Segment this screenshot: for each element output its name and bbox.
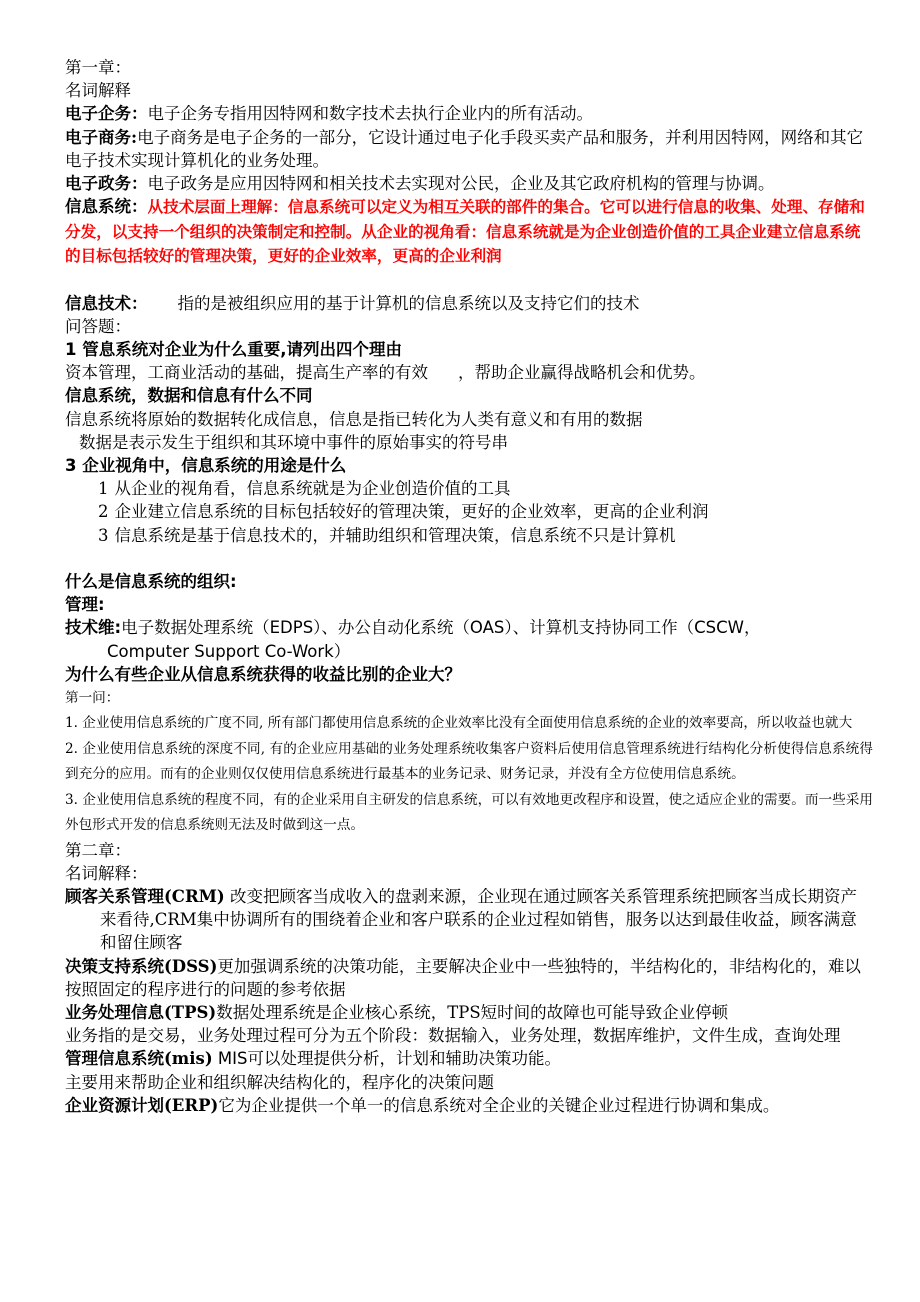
question-2-answer-line-2-text: 数据是表示发生于组织和其环境中事件的原始事实的符号串 xyxy=(79,432,508,452)
term-tps-definition: 数据处理系统是企业核心系统，TPS短时间的故障也可能导致企业停顿 xyxy=(216,1002,729,1022)
term-tps-extra-text: 业务指的是交易，业务处理过程可分为五个阶段：数据输入，业务处理，数据库维护，文件生成，查询处理 xyxy=(65,1026,841,1046)
term-information-technology xyxy=(65,292,873,315)
benefit-point-1: 1. 企业使用信息系统的广度不同, 所有部门都使用信息系统的企业效率比没有全面使用信息系统的企业的效率要高，所以收益也就大 xyxy=(65,715,853,732)
chapter2-terms-label: 名词解释： xyxy=(65,863,148,883)
term-ebusiness-label: 电子企务： xyxy=(65,104,148,124)
term-erp xyxy=(65,1094,873,1117)
question-3-item-3-text: 信息系统是基于信息技术的，并辅助组织和管理决策，信息系统不只是计算机 xyxy=(114,525,676,545)
term-mis-extra xyxy=(65,1071,873,1094)
chapter1-terms-label: 名词解释 xyxy=(65,81,131,101)
question-2-heading: 信息系统，数据和信息有什么不同 xyxy=(65,386,313,406)
term-erp-definition: 它为企业提供一个单一的信息系统对全企业的关键企业过程进行协调和集成。 xyxy=(218,1095,780,1115)
question-1-heading: 1 管息系统对企业为什么重要,请列出四个理由 xyxy=(65,340,402,360)
term-dss-definition: 更加强调系统的决策功能，主要解决企业中一些独特的，半结构化的，非结构化的，难以按照固定的程序进行的问题的参考依据 xyxy=(65,956,861,999)
term-crm xyxy=(65,885,873,955)
question-3-item-2 xyxy=(65,500,873,523)
term-information-system xyxy=(65,195,873,268)
chapter2-title: 第二章： xyxy=(65,840,131,860)
question-3-item-2-number: 2 xyxy=(98,502,109,522)
first-question-label: 第一问： xyxy=(65,690,120,707)
term-information-system-label: 信息系统： xyxy=(65,197,148,217)
term-information-technology-label: 信息技术： xyxy=(65,293,148,313)
benefit-point-2: 2. 企业使用信息系统的深度不同, 有的企业应用基础的业务处理系统收集客户资料后使用信息管理系统进行结构化分析使得信息系统得到充分的应用。而有的企业则仅仅使用信息系统进行最基本的业务记录、财务记录，并没有全方位使用信息系统。 xyxy=(65,740,873,783)
question-3-item-1-text: 从企业的视角看，信息系统就是为企业创造价值的工具 xyxy=(114,479,511,499)
spacer xyxy=(65,547,873,570)
question-2-answer-line-2 xyxy=(65,431,873,454)
qa-section-label: 问答题： xyxy=(65,316,131,336)
question-3-item-1 xyxy=(65,477,873,500)
question-3-heading: 3 企业视角中，信息系统的用途是什么 xyxy=(65,456,347,476)
question-1-answer-main: 资本管理，工商业活动的基础，提高生产率的有效 xyxy=(65,363,428,383)
term-erp-label: 企业资源计划(ERP) xyxy=(65,1095,219,1115)
term-dss-label: 决策支持系统(DSS) xyxy=(65,956,218,976)
technology-dimension-continuation: Computer Support Co-Work） xyxy=(107,641,351,661)
chapter1-title: 第一章： xyxy=(65,58,131,77)
term-egovernment-definition: 电子政务是应用因特网和相关技术去实现对公民，企业及其它政府机构的管理与协调。 xyxy=(147,174,775,194)
technology-dimension-label: 技术维: xyxy=(65,618,122,638)
term-egovernment xyxy=(65,172,873,195)
question-3-item-3 xyxy=(65,524,873,547)
term-mis-extra-text: 主要用来帮助企业和组织解决结构化的，程序化的决策问题 xyxy=(65,1072,494,1092)
spacer xyxy=(65,268,873,291)
question-3-item-2-text: 企业建立信息系统的目标包括较好的管理决策，更好的企业效率，更高的企业利润 xyxy=(114,502,709,522)
term-ecommerce-definition: 电子商务是电子企务的一部分，它设计通过电子化手段买卖产品和服务，并利用因特网，网络和其它电子技术实现计算机化的业务处理。 xyxy=(65,127,864,170)
technology-dimension-body: 电子数据处理系统（EDPS）、办公自动化系统（OAS）、计算机支持协同工作（CSCW， xyxy=(121,618,761,638)
question-3-item-3-number: 3 xyxy=(98,525,109,545)
term-crm-definition: 改变把顾客当成收入的盘剥来源，企业现在通过顾客关系管理系统把顾客当成长期资产来看待,CRM集中协调所有的围绕着企业和客户联系的企业过程如销售，服务以达到最佳收益，顾客满意和留住顾客 xyxy=(100,886,857,953)
technology-dimension xyxy=(65,616,873,639)
term-mis xyxy=(65,1047,873,1070)
management-heading: 管理: xyxy=(65,595,105,615)
benefit-point-3: 3. 企业使用信息系统的程度不同，有的企业采用自主研发的信息系统，可以有效地更改程序和设置，使之适应企业的需要。而一些采用外包形式开发的信息系统则无法及时做到这一点。 xyxy=(65,791,873,834)
term-ebusiness xyxy=(65,102,873,125)
organization-heading: 什么是信息系统的组织: xyxy=(65,572,237,592)
question-2-answer-line-1: 信息系统将原始的数据转化成信息，信息是指已转化为人类有意义和有用的数据 xyxy=(65,409,643,429)
question-3-item-1-number: 1 xyxy=(98,479,109,499)
document-body xyxy=(65,56,873,1117)
question-1-answer xyxy=(65,361,873,384)
term-dss xyxy=(65,955,873,1001)
term-tps-extra xyxy=(65,1024,873,1047)
term-ecommerce-label: 电子商务: xyxy=(65,127,138,147)
term-egovernment-label: 电子政务： xyxy=(65,174,148,194)
term-mis-definition: MIS可以处理提供分析，计划和辅助决策功能。 xyxy=(212,1049,561,1069)
benefit-question-heading: 为什么有些企业从信息系统获得的收益比别的企业大？ xyxy=(65,664,461,684)
term-information-system-definition-highlight: 从技术层面上理解：信息系统可以定义为相互关联的部件的集合。它可以进行信息的收集、处理、存储和分发，以支持一个组织的决策制定和控制。从企业的视角看：信息系统就是为企业创造价值的工具企业建立信息系统的目标包括较好的管理决策，更好的企业效率，更高的企业利润 xyxy=(65,198,865,266)
term-tps xyxy=(65,1001,873,1024)
term-ebusiness-definition: 电子企务专指用因特网和数字技术去执行企业内的所有活动。 xyxy=(147,104,593,124)
term-ecommerce xyxy=(65,126,873,172)
term-tps-label: 业务处理信息(TPS) xyxy=(65,1002,217,1022)
question-1-answer-tail: ，帮助企业赢得战略机会和优势。 xyxy=(458,363,706,383)
term-crm-label: 顾客关系管理(CRM) xyxy=(65,886,225,906)
term-information-technology-definition: 指的是被组织应用的基于计算机的信息系统以及支持它们的技术 xyxy=(177,293,640,313)
term-mis-label: 管理信息系统(mis) xyxy=(65,1049,213,1069)
